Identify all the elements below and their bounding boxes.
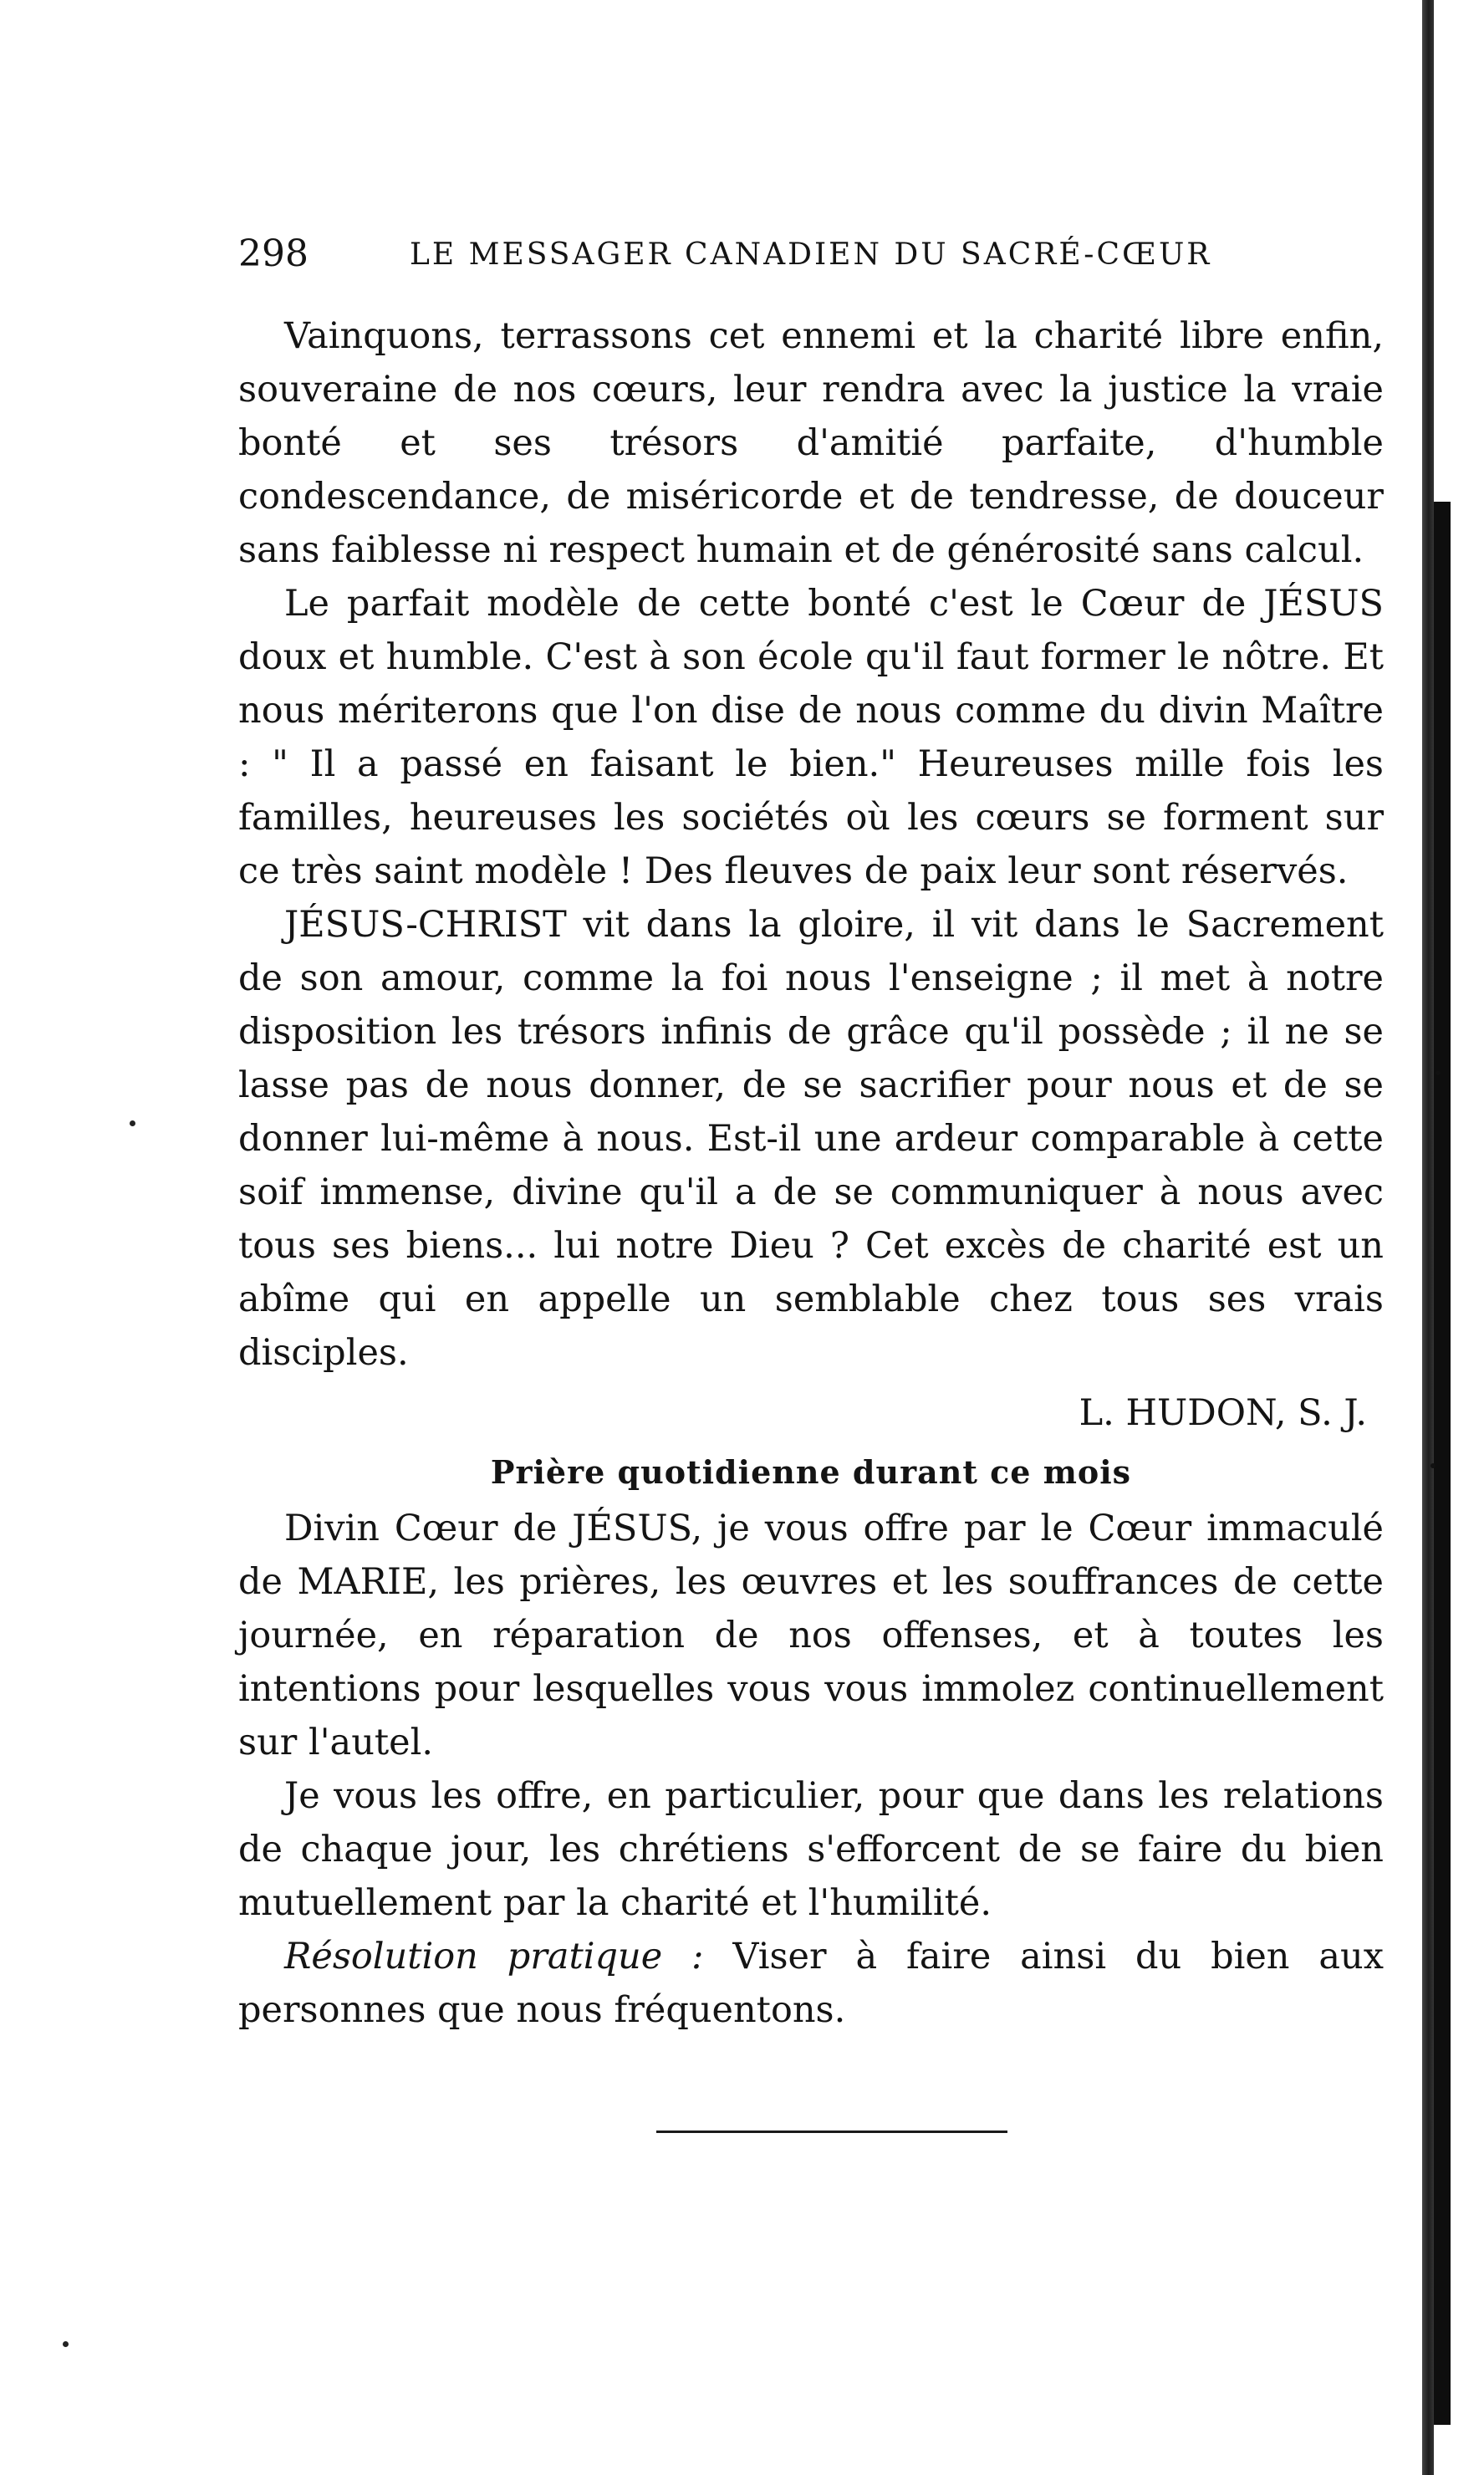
scan-speck [63,2341,69,2347]
prayer-paragraph: Je vous les offre, en particulier, pour que dans les relations de chaque jour, les chrétiens s'efforcent de se faire du bien mutuellement par la charité et l'humilité. [238,1775,1384,1924]
page-number: 298 [238,232,309,275]
resolution-label: Résolution pratique : [284,1936,704,1977]
main-text [238,309,1384,2037]
prayer-paragraph: Divin Cœur de JÉSUS, je vous offre par le Cœur immaculé de MARIE, les prières, les œuvres et les souffrances de cette journée, en réparation de nos offenses, et à toutes les intentions pour lesquelles vous vous immolez continuellement sur l'autel. [238,1508,1384,1763]
resolution-paragraph [238,1930,1384,2037]
paragraph: Vainquons, terrassons cet ennemi et la charité libre enfin, souveraine de nos cœurs, leur rendra avec la justice la vraie bonté et ses trésors d'amitié parfaite, d'humble condescendance, de miséricorde et de tendresse, de douceur sans faiblesse ni respect humain et de générosité sans calcul. [238,315,1384,571]
resolution-text: Viser à faire ainsi du bien aux personnes que nous fréquentons. [238,1936,1384,2031]
scan-speck [1436,1070,1441,1075]
scan-speck [130,1120,135,1126]
prayer-title: Prière quotidienne durant ce mois [490,1453,1132,1491]
scan-speck [1430,1463,1436,1468]
author-signature: L. HUDON, S. J. [1079,1392,1367,1434]
closing-rule [656,2131,1007,2133]
paragraph: Le parfait modèle de cette bonté c'est le Cœur de JÉSUS doux et humble. C'est à son école qu'il faut former le nôtre. Et nous mériterons que l'on dise de nous comme du divin Maître : " Il a passé en faisant le bien." Heureuses mille fois les familles, heureuses les sociétés où les cœurs se forment sur ce très saint modèle ! Des fleuves de paix leur sont réservés. [238,583,1384,892]
paragraph: JÉSUS-CHRIST vit dans la gloire, il vit dans le Sacrement de son amour, comme la foi nous l'enseigne ; il met à notre disposition les trésors infinis de grâce qu'il possède ; il ne se lasse pas de nous donner, de se sacrifier pour nous et de se donner lui-même à nous. Est-il une ardeur comparable à cette soif immense, divine qu'il a de se communiquer à nous avec tous ses biens... lui notre Dieu ? Cet excès de charité est un abîme qui en appelle un semblable chez tous ses vrais disciples. [238,904,1384,1374]
running-head: LE MESSAGER CANADIEN DU SACRÉ-CŒUR [410,237,1212,272]
binding-shadow [1422,0,1434,2475]
binding-shadow-lower [1434,502,1451,2425]
page-header [238,226,1400,276]
